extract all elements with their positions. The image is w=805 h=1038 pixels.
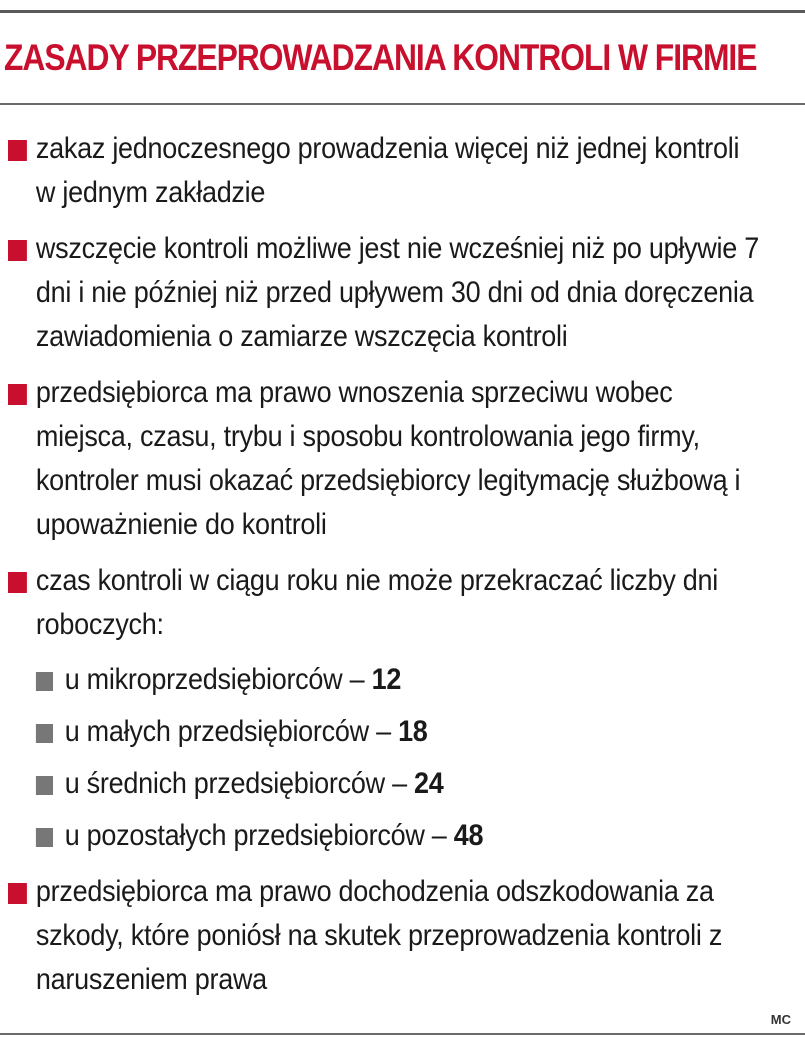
list-item bbox=[8, 559, 764, 858]
list-item bbox=[8, 127, 764, 215]
sublist-value: 48 bbox=[453, 819, 484, 852]
sublist-value: 18 bbox=[398, 715, 428, 748]
sublist-item bbox=[36, 710, 764, 754]
sublist-value: 12 bbox=[371, 663, 402, 696]
top-rule bbox=[0, 10, 805, 13]
item-text: przedsiębiorca ma prawo wnoszenia sprzeciwu wobec miejsca, czasu, trybu i sposobu kontrolowania jego firmy, kontroler musi okazać przedsiębiorcy legitymację służbową i upoważnienie do kontroli bbox=[35, 376, 741, 541]
item-text: czas kontroli w ciągu roku nie może przekraczać liczby dni roboczych: bbox=[35, 564, 719, 641]
square-bullet-icon bbox=[36, 828, 53, 847]
square-bullet-icon bbox=[36, 776, 53, 795]
bottom-rule bbox=[0, 1033, 805, 1035]
square-bullet-icon bbox=[8, 572, 27, 593]
working-days-sublist bbox=[36, 658, 764, 858]
sublist-value: 24 bbox=[414, 767, 444, 800]
title-divider bbox=[0, 103, 805, 105]
square-bullet-icon bbox=[8, 140, 27, 161]
sublist-item bbox=[36, 762, 764, 806]
sublist-label: u mikroprzedsiębiorców – bbox=[64, 663, 372, 696]
list-item bbox=[8, 870, 764, 1002]
square-bullet-icon bbox=[8, 240, 27, 261]
list-item bbox=[8, 371, 764, 547]
author-credit: MC bbox=[770, 1012, 791, 1027]
item-text: wszczęcie kontroli możliwe jest nie wcześniej niż po upływie 7 dni i nie później niż przed upływem 30 dni od dnia doręczenia zawiadomienia o zamiarze wszczęcia kontroli bbox=[35, 232, 759, 353]
list-item bbox=[8, 227, 764, 359]
square-bullet-icon bbox=[8, 384, 27, 405]
sublist-label: u średnich przedsiębiorców – bbox=[64, 767, 415, 800]
square-bullet-icon bbox=[36, 672, 53, 691]
item-text: zakaz jednoczesnego prowadzenia więcej niż jednej kontroli w jednym zakładzie bbox=[35, 132, 740, 209]
sublist-item bbox=[36, 814, 764, 858]
infographic-title: ZASADY PRZEPROWADZANIA KONTROLI W FIRMIE bbox=[4, 37, 757, 78]
item-text: przedsiębiorca ma prawo dochodzenia odszkodowania za szkody, które poniósł na skutek przeprowadzenia kontroli z naruszeniem prawa bbox=[35, 875, 723, 996]
square-bullet-icon bbox=[8, 883, 27, 904]
sublist-label: u małych przedsiębiorców – bbox=[64, 715, 399, 748]
square-bullet-icon bbox=[36, 724, 53, 743]
rules-list bbox=[8, 127, 764, 1014]
sublist-label: u pozostałych przedsiębiorców – bbox=[64, 819, 454, 852]
sublist-item bbox=[36, 658, 764, 702]
